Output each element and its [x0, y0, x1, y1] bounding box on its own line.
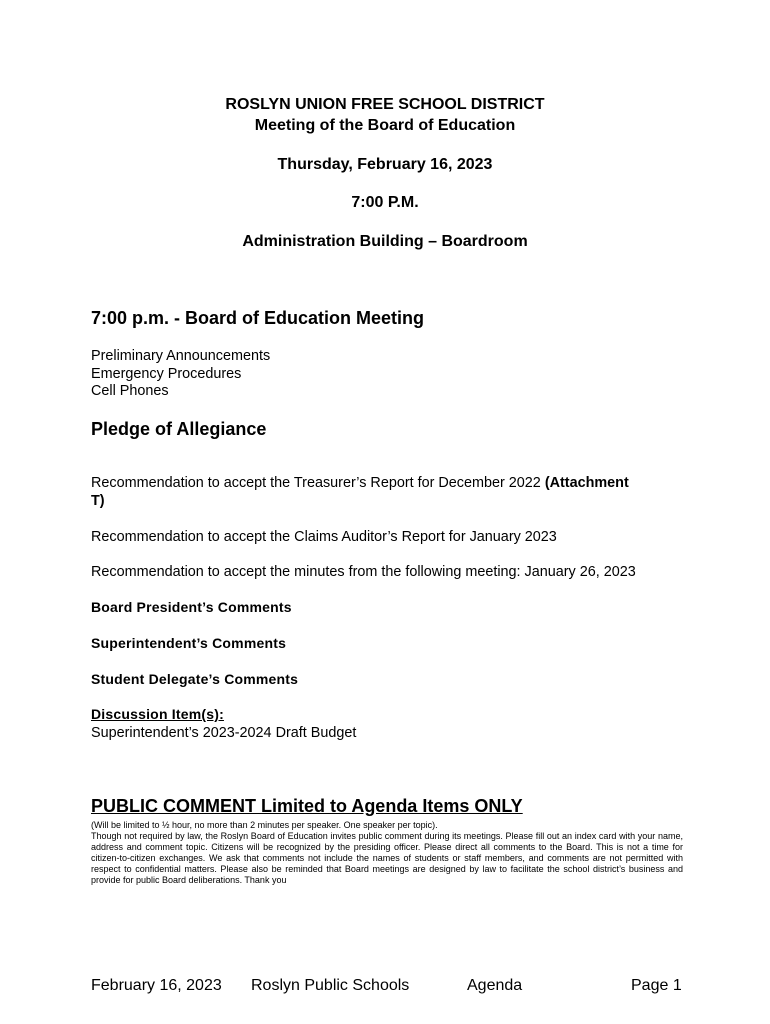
agenda-item-emergency: Emergency Procedures — [91, 366, 242, 382]
attachment-label: (Attachment — [544, 475, 629, 491]
minutes-recommendation: Recommendation to accept the minutes from the following meeting: January 26, 2023 — [91, 564, 636, 580]
meeting-location: Administration Building – Boardroom — [242, 233, 528, 250]
public-comment-limit-note: (Will be limited to ½ hour, no more than 2 minutes per speaker. One speaker per topic). — [91, 820, 438, 830]
pledge-heading: Pledge of Allegiance — [91, 419, 267, 439]
discussion-heading: Discussion Item(s): — [91, 706, 224, 722]
footer-date: February 16, 2023 — [91, 977, 222, 994]
board-president-comments: Board President’s Comments — [91, 599, 292, 615]
meeting-title: Meeting of the Board of Education — [254, 117, 516, 134]
treasurer-text: Recommendation to accept the Treasurer’s Report for December 2022 — [91, 475, 545, 491]
claims-recommendation: Recommendation to accept the Claims Auditor’s Report for January 2023 — [91, 529, 557, 545]
public-comment-body: Though not required by law, the Roslyn Board of Education invites public comment during its meetings. Please fill out an index card with your name, address and comment topic. Citizens will be recognized by the presiding officer. Please direct all comments to the Board. This is not a time for citizen-to-citizen exchanges. We ask that comments not include the names of students or staff members, and comments are not permitted with respect to confidential matters. Please also be reminded that Board meetings are designed by law to facilitate the school district’s business and provide for public Board deliberations. Thank you — [91, 831, 683, 885]
agenda-item-announcements: Preliminary Announcements — [91, 348, 271, 364]
board-meeting-heading: 7:00 p.m. - Board of Education Meeting — [91, 308, 425, 328]
discussion-item-budget: Superintendent’s 2023-2024 Draft Budget — [91, 725, 357, 741]
meeting-date: Thursday, February 16, 2023 — [277, 156, 493, 173]
footer-page-number: Page 1 — [631, 977, 682, 994]
district-title: ROSLYN UNION FREE SCHOOL DISTRICT — [225, 96, 545, 113]
attachment-label-continued: T) — [91, 493, 105, 509]
student-delegate-comments: Student Delegate’s Comments — [91, 671, 299, 687]
agenda-item-cell-phones: Cell Phones — [91, 383, 169, 399]
meeting-time: 7:00 P.M. — [351, 194, 419, 211]
footer-org: Roslyn Public Schools — [251, 977, 410, 994]
treasurer-recommendation — [91, 474, 629, 492]
public-comment-heading: PUBLIC COMMENT Limited to Agenda Items ONLY — [91, 796, 523, 816]
footer-doc-type: Agenda — [467, 977, 523, 994]
superintendent-comments: Superintendent’s Comments — [91, 635, 287, 651]
